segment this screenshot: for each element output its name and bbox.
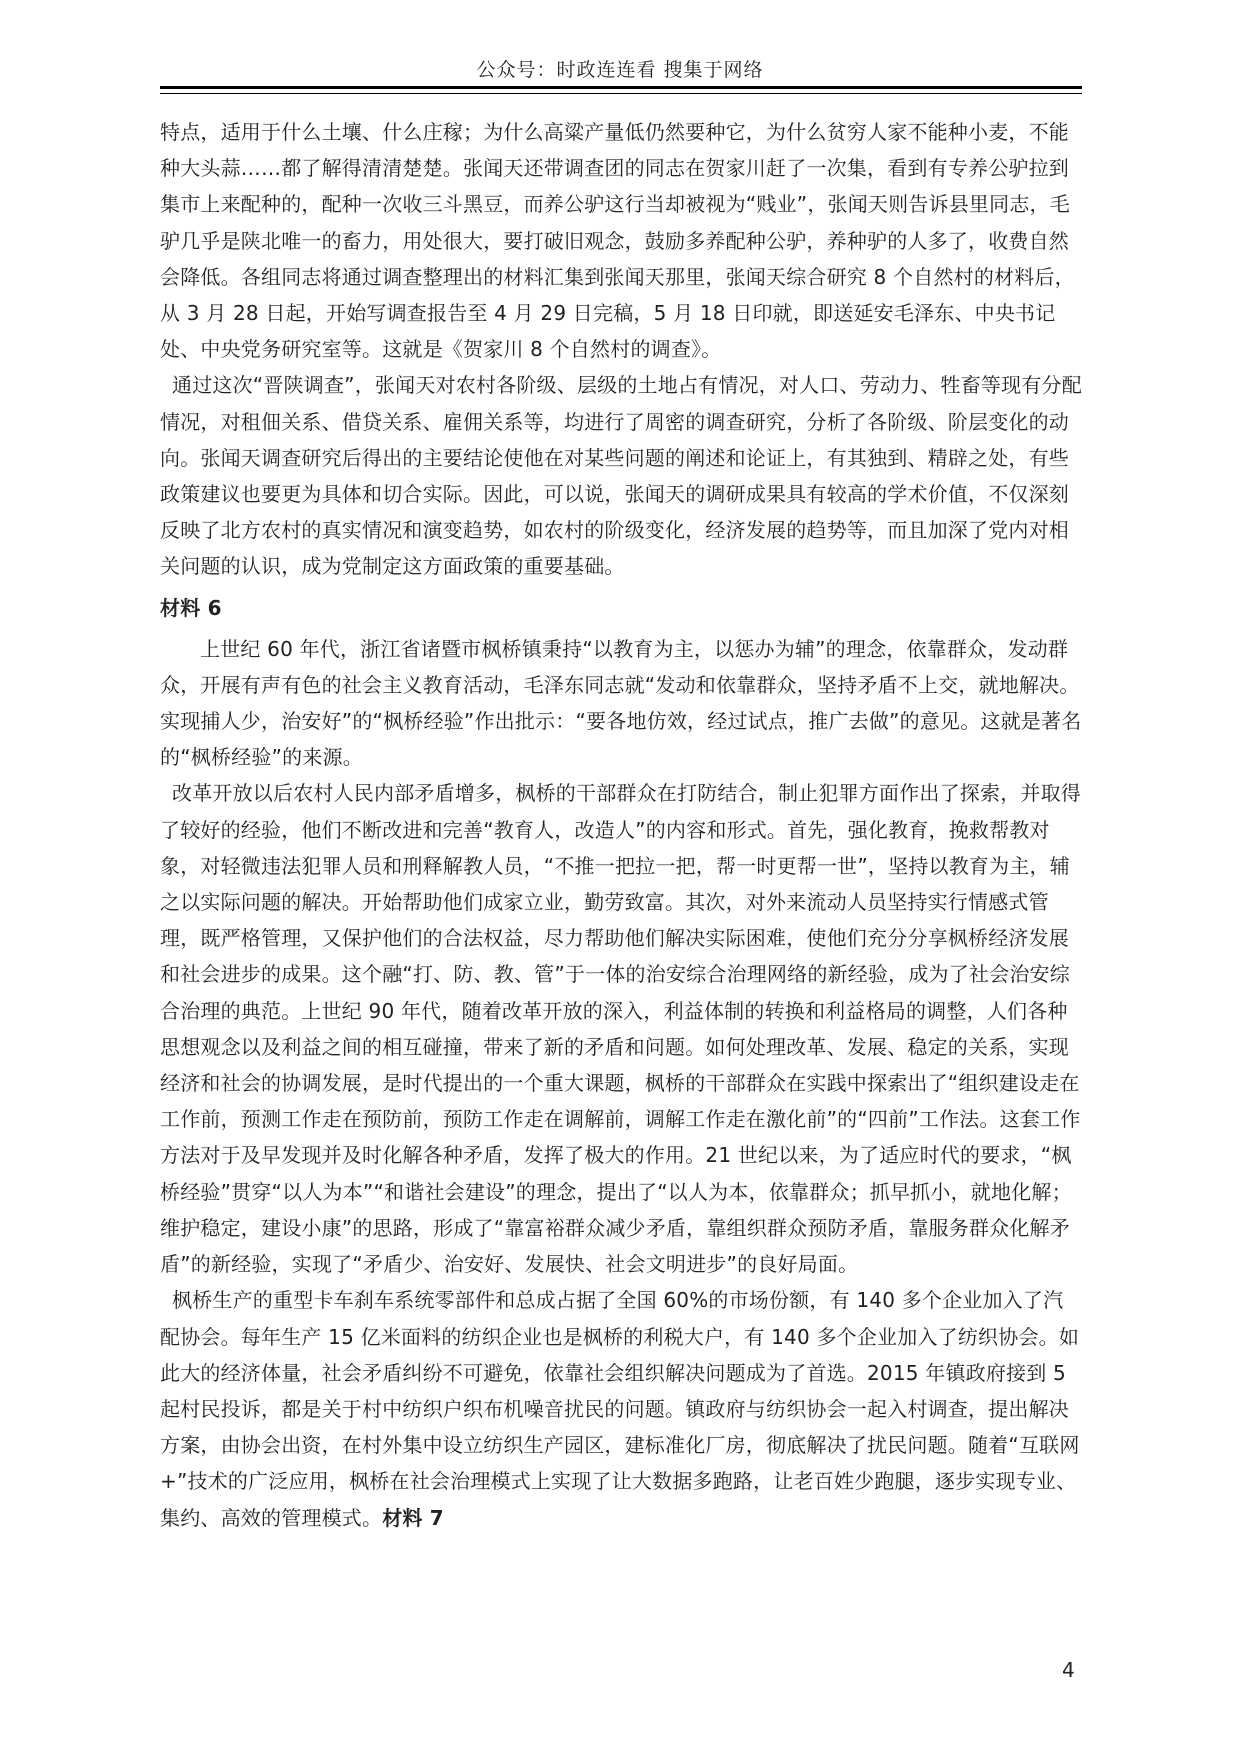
paragraph-3: 上世纪 60 年代，浙江省诸暨市枫桥镇秉持“以教育为主，以惩办为辅”的理念，依靠群众，发动群众，开展有声有色的社会主义教育活动，毛泽东同志就“发动和依靠群众，坚持矛盾不上交，就地解决。实现捕人少，治安好”的“枫桥经验”作出批示：“要各地仿效，经过试点，推广去做”的意见。这就是著名的“枫桥经验”的来源。 — [160, 636, 1082, 770]
header-rule-thick — [160, 86, 1082, 89]
paragraph-4: 改革开放以后农村人民内部矛盾增多，枫桥的干部群众在打防结合，制止犯罪方面作出了探索，并取得了较好的经验，他们不断改进和完善“教育人，改造人”的内容和形式。首先，强化教育，挽救帮教对象，对轻微违法犯罪人员和刑释解教人员，“不推一把拉一把，帮一时更帮一世”，坚持以教育为主，辅之以实际问题的解决。开始帮助他们成家立业，勤劳致富。其次，对外来流动人员坚持实行情感式管理，既严格管理，又保护他们的合法权益，尽力帮助他们解决实际困难，使他们充分分享枫桥经济发展和社会进步的成果。这个融“打、防、教、管”于一体的治安综合治理网络的新经验，成为了社会治安综合治理的典范。上世纪 90 年代，随着改革开放的深入，利益体制的转换和利益格局的调整，人们各种思想观念以及利益之间的相互碰撞，带来了新的矛盾和问题。如何处理改革、发展、稳定的关系，实现经济和社会的协调发展，是时代提出的一个重大课题，枫桥的干部群众在实践中探索出了“组织建设走在工作前，预测工作走在预防前，预防工作走在调解前，调解工作走在激化前”的“四前”工作法。这套工作方法对于及早发现并及时化解各种矛盾，发挥了极大的作用。21 世纪以来，为了适应时代的要求，“枫桥经验”贯穿“以人为本”“和谐社会建设”的理念，提出了“以人为本，依靠群众；抓早抓小，就地化解；维护稳定，建设小康”的思路，形成了“靠富裕群众减少矛盾，靠组织群众预防矛盾，靠服务群众化解矛盾”的新经验，实现了“矛盾少、治安好、发展快、社会文明进步”的良好局面。 — [160, 781, 1081, 1277]
header-rule-thin — [160, 93, 1082, 94]
page-number: 4 — [1062, 1658, 1075, 1682]
paragraph-5 — [160, 1282, 1082, 1535]
paragraph-1: 特点，适用于什么土壤、什么庄稼；为什么高粱产量低仍然要种它，为什么贫穷人家不能种小麦，不能种大头蒜……都了解得清清楚楚。张闻天还带调查团的同志在贺家川赶了一次集，看到有专养公驴拉到集市上来配种的，配种一次收三斗黑豆，而养公驴这行当却被视为“贱业”，张闻天则告诉县里同志，毛驴几乎是陕北唯一的畜力，用处很大，要打破旧观念，鼓励多养配种公驴，养种驴的人多了，收费自然会降低。各组同志将通过调查整理出的材料汇集到张闻天那里，张闻天综合研究 8 个自然村的材料后，从 3 月 28 日起，开始写调查报告至 4 月 29 日完稿，5 月 18 日印就，即送延安毛泽东、中央书记处、中央党务研究室等。这就是《贺家川 8 个自然村的调查》。 — [160, 120, 1075, 362]
paragraph-5-text: 枫桥生产的重型卡车刹车系统零部件和总成占据了全国 60%的市场份额，有 140 多个企业加入了汽配协会。每年生产 15 亿米面料的纺织企业也是枫桥的利税大户，有 140 多个企业加入了纺织协会。如此大的经济体量，社会矛盾纠纷不可避免，依靠社会组织解决问题成为了首选。2015 年镇政府接到 5 起村民投诉，都是关于村中纺织户织布机噪音扰民的问题。镇政府与纺织协会一起入村调查，提出解决方案，由协会出资，在村外集中设立纺织生产园区，建标准化厂房，彻底解决了扰民问题。随着“互联网+”技术的广泛应用，枫桥在社会治理模式上实现了让大数据多跑路，让老百姓少跑腿，逐步实现专业、集约、高效的管理模式。 — [160, 1288, 1080, 1530]
page-header: 公众号：时政连连看 搜集于网络 — [476, 59, 764, 81]
paragraph-2: 通过这次“晋陕调查”，张闻天对农村各阶级、层级的土地占有情况，对人口、劳动力、牲畜等现有分配情况，对租佃关系、借贷关系、雇佣关系等，均进行了周密的调查研究，分析了各阶级、阶层变化的动向。张闻天调查研究后得出的主要结论使他在对某些问题的阐述和论证上，有其独到、精辟之处，有些政策建议也要更为具体和切合实际。因此，可以说，张闻天的调研成果具有较高的学术价值，不仅深刻反映了北方农村的真实情况和演变趋势，如农村的阶级变化，经济发展的趋势等，而且加深了党内对相关问题的认识，成为党制定这方面政策的重要基础。 — [160, 373, 1082, 579]
document-body — [160, 114, 1082, 1536]
section-heading-material-6: 材料 6 — [160, 595, 222, 620]
section-heading-material-7: 材料 7 — [382, 1505, 444, 1530]
